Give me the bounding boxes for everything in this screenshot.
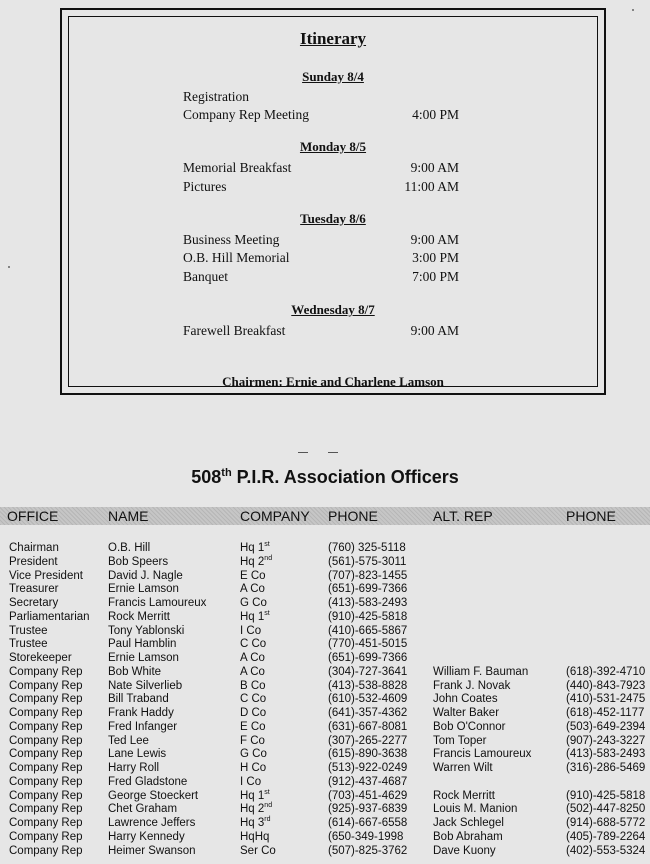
company-cell [240, 637, 266, 651]
office-cell: President [9, 555, 58, 568]
company-ordinal: nd [264, 802, 273, 810]
company-cell [240, 596, 267, 610]
name-cell: Fred Infanger [108, 720, 178, 733]
company-text: G Co [240, 748, 267, 761]
phone-cell: (631)-667-8081 [328, 720, 408, 733]
alt-phone-cell: (914)-688-5772 [566, 817, 646, 829]
phone-cell: (912)-437-4687 [328, 775, 408, 788]
company-text: Hq 2 [240, 803, 265, 816]
company-ordinal: st [264, 541, 270, 549]
phone-cell: (641)-357-4362 [328, 707, 408, 719]
company-text: G Co [240, 597, 267, 609]
alt-rep-cell: Rock Merritt [433, 789, 495, 802]
header-alt-rep: ALT. REP [433, 508, 493, 524]
office-cell: Company Rep [9, 803, 83, 816]
alt-rep-cell: Dave Kuony [433, 844, 496, 857]
table-row [0, 761, 650, 775]
phone-cell: (307)-265-2277 [328, 734, 408, 747]
name-cell: Harry Kennedy [108, 830, 185, 843]
header-office: OFFICE [7, 508, 59, 524]
scan-mark [298, 452, 308, 453]
company-cell [240, 679, 266, 693]
office-cell: Company Rep [9, 789, 83, 802]
company-text: Hq 2 [240, 555, 265, 568]
office-cell: Company Rep [9, 762, 83, 774]
name-cell: David J. Nagle [108, 569, 183, 582]
company-cell [240, 775, 261, 789]
table-row [0, 596, 650, 610]
company-text: C Co [240, 638, 267, 651]
alt-phone-cell: (413)-583-2493 [566, 748, 646, 761]
table-row [0, 582, 650, 596]
alt-phone-cell: (405)-789-2264 [566, 830, 646, 843]
name-cell: Ernie Lamson [108, 652, 179, 664]
alt-phone-cell: (618)-452-1177 [566, 707, 645, 719]
company-ordinal: st [264, 609, 270, 617]
table-row [0, 610, 650, 624]
scan-speck [8, 266, 10, 268]
company-ordinal: st [264, 788, 270, 796]
company-cell [240, 720, 266, 734]
alt-phone-cell: (316)-286-5469 [566, 762, 646, 774]
table-row [0, 816, 650, 830]
scan-mark [328, 452, 338, 453]
office-cell: Company Rep [9, 748, 83, 761]
office-cell: Parliamentarian [9, 610, 90, 623]
event-time: 9:00 AM [410, 232, 459, 247]
phone-cell: (650-349-1998 [328, 830, 404, 843]
table-row [0, 775, 650, 789]
header-alt-phone: PHONE [566, 508, 616, 524]
event-name: Company Rep Meeting [183, 107, 309, 122]
alt-rep-cell: John Coates [433, 693, 498, 706]
name-cell: Francis Lamoureux [108, 597, 207, 609]
office-cell: Secretary [9, 597, 59, 609]
company-cell [240, 569, 266, 583]
company-cell [240, 747, 267, 761]
name-cell: George Stoeckert [108, 789, 199, 802]
company-cell [240, 830, 269, 844]
office-cell: Company Rep [9, 720, 83, 733]
alt-rep-cell: William F. Bauman [433, 665, 529, 678]
company-text: B Co [240, 679, 266, 692]
office-cell: Company Rep [9, 707, 83, 719]
name-cell: Bob Speers [108, 555, 169, 568]
company-text: E Co [240, 569, 266, 582]
company-cell [240, 789, 270, 803]
day-header-sunday: Sunday 8/4 [302, 69, 364, 84]
phone-cell: (513)-922-0249 [328, 762, 408, 774]
company-cell [240, 582, 265, 596]
name-cell: Bill Traband [108, 693, 169, 706]
phone-cell: (561)-575-3011 [328, 555, 407, 568]
name-cell: Harry Roll [108, 762, 160, 774]
header-name: NAME [108, 508, 149, 524]
office-cell: Company Rep [9, 775, 83, 788]
company-text: Ser Co [240, 844, 276, 857]
phone-cell: (507)-825-3762 [328, 844, 408, 857]
event-time: 9:00 AM [410, 160, 459, 175]
phone-cell: (703)-451-4629 [328, 789, 408, 802]
company-text: Hq 1 [240, 542, 265, 554]
company-cell [240, 761, 266, 775]
alt-phone-cell: (410)-531-2475 [566, 693, 646, 706]
company-cell [240, 610, 270, 624]
alt-rep-cell: Francis Lamoureux [433, 748, 532, 761]
company-cell [240, 665, 265, 679]
event-time: 11:00 AM [404, 179, 459, 194]
table-row [0, 555, 650, 569]
alt-phone-cell: (910)-425-5818 [566, 789, 646, 802]
table-row [0, 734, 650, 748]
name-cell: Heimer Swanson [108, 844, 196, 857]
table-header-band [0, 507, 650, 525]
alt-rep-cell: Louis M. Manion [433, 803, 518, 816]
office-cell: Trustee [9, 624, 48, 637]
name-cell: Ted Lee [108, 734, 149, 747]
name-cell: Lane Lewis [108, 748, 167, 761]
alt-phone-cell: (503)-649-2394 [566, 720, 646, 733]
alt-phone-cell: (402)-553-5324 [566, 844, 646, 857]
company-cell [240, 555, 272, 569]
company-cell [240, 706, 266, 720]
company-cell [240, 844, 276, 858]
event-name: Banquet [183, 269, 228, 284]
company-text: H Co [240, 762, 267, 774]
table-row [0, 665, 650, 679]
table-row [0, 706, 650, 720]
event-name: Pictures [183, 179, 227, 194]
day-header-wednesday: Wednesday 8/7 [291, 302, 375, 317]
itinerary-box [60, 8, 606, 395]
company-text: Hq 1 [240, 610, 265, 623]
name-cell: Chet Graham [108, 803, 178, 816]
itinerary-title: Itinerary [299, 29, 367, 48]
phone-cell: (925)-937-6839 [328, 803, 408, 816]
office-cell: Company Rep [9, 665, 83, 678]
phone-cell: (615)-890-3638 [328, 748, 408, 761]
company-text: E Co [240, 720, 266, 733]
header-phone: PHONE [328, 508, 378, 524]
name-cell: Fred Gladstone [108, 775, 188, 788]
alt-rep-cell: Tom Toper [433, 734, 487, 747]
name-cell: Paul Hamblin [108, 638, 177, 651]
table-row [0, 747, 650, 761]
company-text: HqHq [240, 830, 270, 843]
table-row [0, 802, 650, 816]
company-cell [240, 624, 261, 638]
company-text: Hq 1 [240, 789, 265, 802]
event-name: Business Meeting [183, 232, 280, 247]
alt-rep-cell: Frank J. Novak [433, 679, 511, 692]
company-cell [240, 541, 270, 555]
alt-rep-cell: Warren Wilt [433, 762, 493, 774]
phone-cell: (304)-727-3641 [328, 665, 408, 678]
name-cell: Rock Merritt [108, 610, 170, 623]
company-text: Hq 3 [240, 817, 265, 829]
office-cell: Company Rep [9, 679, 83, 692]
name-cell: Bob White [108, 665, 162, 678]
alt-rep-cell: Bob Abraham [433, 830, 503, 843]
name-cell: Nate Silverlieb [108, 679, 183, 692]
company-text: A Co [240, 665, 265, 678]
alt-rep-cell: Bob O'Connor [433, 720, 506, 733]
phone-cell: (610)-532-4609 [328, 693, 408, 706]
day-header-tuesday: Tuesday 8/6 [300, 211, 366, 226]
company-cell [240, 816, 271, 830]
office-cell: Storekeeper [9, 652, 72, 664]
company-text: C Co [240, 693, 267, 706]
office-cell: Company Rep [9, 693, 83, 706]
office-cell: Trustee [9, 638, 48, 651]
table-row [0, 789, 650, 803]
event-name: Memorial Breakfast [183, 160, 292, 175]
alt-phone-cell: (618)-392-4710 [566, 665, 646, 678]
phone-cell: (410)-665-5867 [328, 624, 408, 637]
event-name: Farewell Breakfast [183, 323, 286, 338]
table-row [0, 679, 650, 693]
company-text: F Co [240, 734, 265, 747]
chairmen-line: Chairmen: Ernie and Charlene Lamson [222, 374, 444, 389]
name-cell: Frank Haddy [108, 707, 174, 719]
table-row [0, 569, 650, 583]
phone-cell: (614)-667-6558 [328, 817, 408, 829]
table-row [0, 624, 650, 638]
table-row [0, 637, 650, 651]
office-cell: Chairman [9, 542, 59, 554]
phone-cell: (760) 325-5118 [328, 542, 406, 554]
event-name: Registration [183, 89, 249, 104]
officers-title: 508th P.I.R. Association Officers [191, 467, 459, 487]
company-ordinal: rd [264, 816, 271, 824]
company-text: D Co [240, 707, 267, 719]
alt-phone-cell: (907)-243-3227 [566, 734, 646, 747]
event-name: O.B. Hill Memorial [183, 250, 290, 265]
alt-rep-cell: Jack Schlegel [433, 817, 504, 829]
alt-phone-cell: (440)-843-7923 [566, 679, 646, 692]
office-cell: Company Rep [9, 817, 83, 829]
office-cell: Company Rep [9, 844, 83, 857]
phone-cell: (707)-823-1455 [328, 569, 408, 582]
name-cell: O.B. Hill [108, 542, 151, 554]
table-row [0, 541, 650, 555]
event-time: 4:00 PM [412, 107, 459, 122]
table-row [0, 844, 650, 858]
office-cell: Vice President [9, 569, 83, 582]
header-company: COMPANY [240, 508, 310, 524]
company-cell [240, 802, 272, 816]
event-time: 7:00 PM [412, 269, 459, 284]
itinerary-inner-border [68, 16, 598, 387]
name-cell: Lawrence Jeffers [108, 817, 196, 829]
name-cell: Tony Yablonski [108, 624, 185, 637]
phone-cell: (413)-538-8828 [328, 679, 408, 692]
office-cell: Company Rep [9, 734, 83, 747]
phone-cell: (651)-699-7366 [328, 583, 408, 596]
event-time: 3:00 PM [412, 250, 459, 265]
alt-phone-cell: (502)-447-8250 [566, 803, 646, 816]
table-row [0, 830, 650, 844]
phone-cell: (910)-425-5818 [328, 610, 408, 623]
office-cell: Company Rep [9, 830, 83, 843]
table-row [0, 651, 650, 665]
company-cell [240, 651, 265, 665]
day-header-monday: Monday 8/5 [299, 139, 367, 154]
table-row [0, 720, 650, 734]
office-cell: Treasurer [9, 583, 59, 596]
company-text: I Co [240, 775, 262, 788]
phone-cell: (651)-699-7366 [328, 652, 408, 664]
scan-speck [632, 9, 634, 11]
company-text: A Co [240, 652, 265, 664]
company-text: I Co [240, 624, 262, 637]
company-cell [240, 692, 266, 706]
table-row [0, 692, 650, 706]
company-ordinal: nd [264, 554, 273, 562]
phone-cell: (770)-451-5015 [328, 638, 408, 651]
company-cell [240, 734, 265, 748]
company-text: A Co [240, 583, 265, 596]
name-cell: Ernie Lamson [108, 583, 179, 596]
event-time: 9:00 AM [410, 323, 459, 338]
phone-cell: (413)-583-2493 [328, 597, 408, 609]
alt-rep-cell: Walter Baker [433, 707, 500, 719]
